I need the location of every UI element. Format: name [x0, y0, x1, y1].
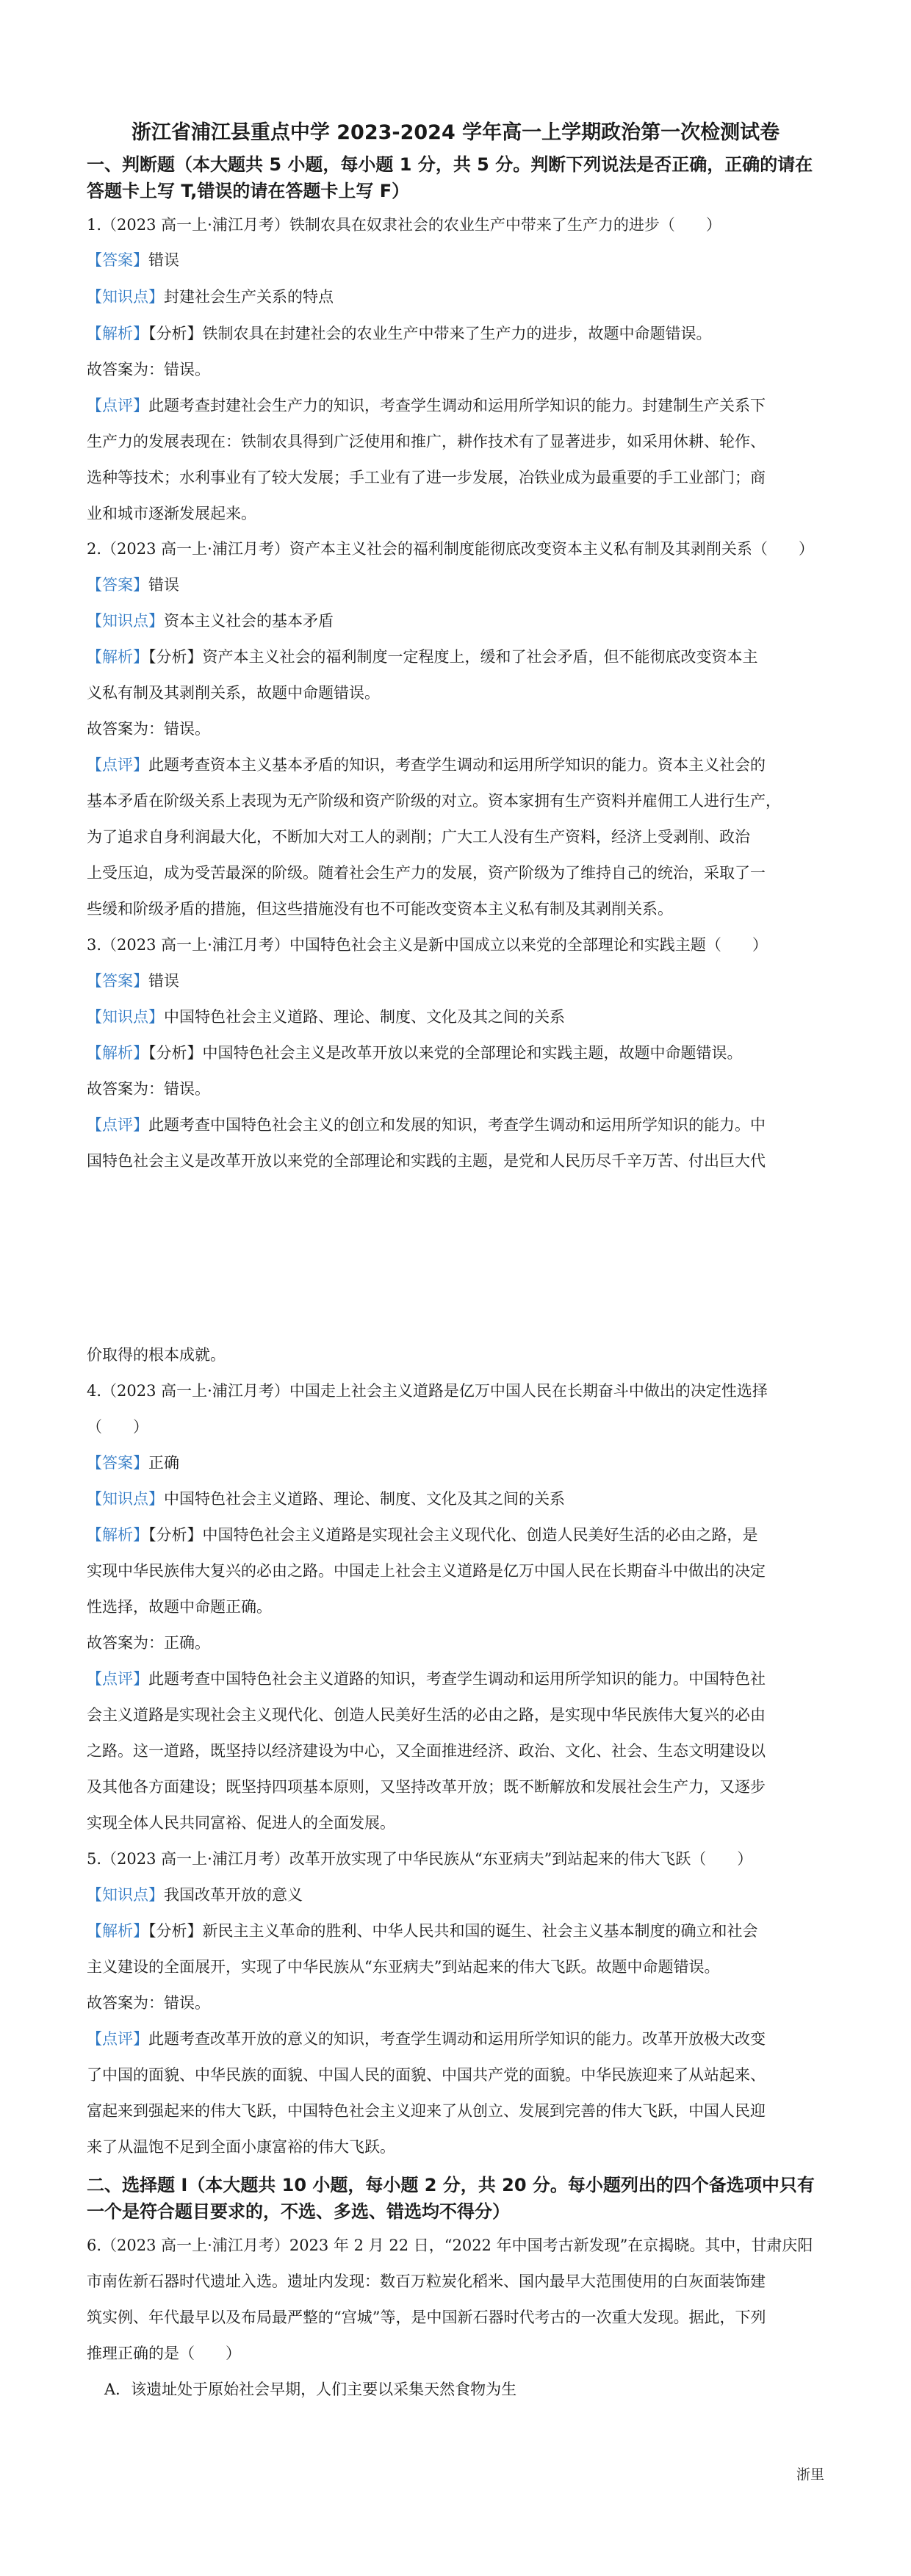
- line-text: A．该遗址处于原始社会早期，人们主要以采集天然食物为生: [104, 2381, 517, 2398]
- text-line: [87, 1381, 768, 1401]
- section-tag: 【知识点】: [87, 288, 164, 306]
- section-tag: 【点评】: [87, 1670, 148, 1688]
- section-tag: 【点评】: [87, 2030, 148, 2048]
- line-text: 价取得的根本成就。: [87, 1346, 226, 1364]
- line-text: 筑实例、年代最早以及布局最严整的“宫城”等，是中国新石器时代考古的一次重大发现。据此，下列: [87, 2309, 766, 2326]
- line-text: 国特色社会主义是改革开放以来党的全部理论和实践的主题，是党和人民历尽千辛万苦、付出巨大代: [87, 1152, 766, 1170]
- line-text: 富起来到强起来的伟大飞跃，中国特色社会主义迎来了从创立、发展到完善的伟大飞跃，中国人民迎: [87, 2102, 766, 2120]
- section-tag: 【解析】: [87, 1044, 148, 1062]
- text-line: [87, 287, 334, 307]
- line-text: 实现中华民族伟大复兴的必由之路。中国走上社会主义道路是亿万中国人民在长期奋斗中做出的决定: [87, 1562, 766, 1580]
- text-line: [104, 2379, 516, 2400]
- line-text: 故答案为：错误。: [87, 720, 210, 738]
- line-text: 市南佐新石器时代遗址入选。遗址内发现：数百万粒炭化稻米、国内最早大范围使用的白灰面装饰建: [87, 2273, 766, 2290]
- line-text: 业和城市逐渐发展起来。: [87, 505, 256, 522]
- text-line: [87, 1115, 766, 1135]
- line-text: 些缓和阶级矛盾的措施，但这些措施没有也不可能改变资本主义私有制及其剥削关系。: [87, 900, 673, 918]
- line-text: 生产力的发展表现在：铁制农具得到广泛使用和推广，耕作技术有了显著进步，如采用休耕、轮作、: [87, 433, 766, 450]
- text-line: [87, 1597, 272, 1617]
- section-tag: 【知识点】: [87, 1490, 164, 1508]
- line-text: 故答案为：错误。: [87, 361, 210, 378]
- text-line: [87, 467, 766, 488]
- line-text: 一、判断题（本大题共 5 小题，每小题 1 分，共 5 分。判断下列说法是否正确，正确的请在: [87, 154, 813, 175]
- section-tag: 【解析】: [87, 1526, 148, 1544]
- line-text: 【分析】中国特色社会主义道路是实现社会主义现代化、创造人民美好生活的必由之路，是: [148, 1526, 758, 1544]
- line-text: 我国改革开放的意义: [164, 1886, 303, 1904]
- line-text: 2.（2023 高一上·浦江月考）资产本主义社会的福利制度能彻底改变资本主义私有制及其剥削关系（ ）: [87, 540, 814, 558]
- line-text: （ ）: [87, 1418, 148, 1436]
- text-line: [87, 1705, 766, 1725]
- section-tag: 【答案】: [87, 972, 148, 990]
- text-line: [87, 683, 380, 703]
- text-line: [87, 1741, 766, 1761]
- line-text: 故答案为：错误。: [87, 1994, 210, 2012]
- line-text: 性选择，故题中命题正确。: [87, 1598, 272, 1616]
- text-line: [87, 1849, 752, 1869]
- text-line: [87, 323, 712, 344]
- section-tag: 【知识点】: [87, 1008, 164, 1026]
- line-text: 此题考查改革开放的意义的知识，考查学生调动和运用所学知识的能力。改革开放极大改变: [148, 2030, 766, 2048]
- text-line: [87, 250, 179, 270]
- line-text: 二、选择题 Ⅰ（本大题共 10 小题，每小题 2 分，共 20 分。每小题列出的四个备选项中只有: [87, 2175, 815, 2195]
- text-line: [87, 1921, 758, 1941]
- text-line: [87, 1453, 179, 1473]
- text-line: [87, 971, 179, 991]
- line-text: 来了从温饱不足到全面小康富裕的伟大飞跃。: [87, 2138, 395, 2156]
- line-text: 为了追求自身利润最大化，不断加大对工人的剥削；广大工人没有生产资料，经济上受剥削、政治: [87, 828, 750, 846]
- section-tag: 【点评】: [87, 1116, 148, 1134]
- text-line: [87, 1669, 766, 1689]
- line-text: 【分析】新民主主义革命的胜利、中华人民共和国的诞生、社会主义基本制度的确立和社会: [148, 1922, 758, 1940]
- section-tag: 【解析】: [87, 648, 148, 666]
- line-text: 此题考查中国特色社会主义的创立和发展的知识，考查学生调动和运用所学知识的能力。中: [148, 1116, 766, 1134]
- line-text: 实现全体人民共同富裕、促进人的全面发展。: [87, 1814, 395, 1832]
- section-heading: [87, 181, 409, 201]
- text-line: [87, 1885, 303, 1905]
- text-line: [87, 1957, 719, 1977]
- text-line: [87, 1345, 226, 1365]
- line-text: 会主义道路是实现社会主义现代化、创造人民美好生活的必由之路，是实现中华民族伟大复兴的必由: [87, 1706, 766, 1724]
- line-text: 错误: [148, 576, 179, 594]
- line-text: 此题考查中国特色社会主义道路的知识，考查学生调动和运用所学知识的能力。中国特色社: [148, 1670, 766, 1688]
- line-text: 资本主义社会的基本矛盾: [164, 612, 334, 630]
- section-tag: 【知识点】: [87, 1886, 164, 1904]
- text-line: [87, 2271, 766, 2292]
- document-title: 浙江省浦江县重点中学 2023-2024 学年高一上学期政治第一次检测试卷: [131, 121, 780, 144]
- line-text: 【分析】中国特色社会主义是改革开放以来党的全部理论和实践主题，故题中命题错误。: [148, 1044, 743, 1062]
- line-text: 中国特色社会主义道路、理论、制度、文化及其之间的关系: [164, 1490, 565, 1508]
- line-text: 义私有制及其剥削关系，故题中命题错误。: [87, 684, 380, 702]
- section-tag: 【解析】: [87, 1922, 148, 1940]
- page-footer: 浙里: [796, 2467, 824, 2483]
- text-line: [87, 2101, 766, 2121]
- line-text: 4.（2023 高一上·浦江月考）中国走上社会主义道路是亿万中国人民在长期奋斗中做出的决定性选择: [87, 1382, 768, 1400]
- text-line: [87, 431, 766, 452]
- text-line: [87, 1043, 743, 1063]
- section-tag: 【解析】: [87, 325, 148, 342]
- text-line: [87, 2029, 766, 2049]
- line-text: 封建社会生产关系的特点: [164, 288, 334, 306]
- line-text: 此题考查资本主义基本矛盾的知识，考查学生调动和运用所学知识的能力。资本主义社会的: [148, 756, 766, 774]
- line-text: 故答案为：错误。: [87, 1080, 210, 1098]
- line-text: 6.（2023 高一上·浦江月考）2023 年 2 月 22 日，“2022 年中国考古新发现”在京揭晓。其中，甘肃庆阳: [87, 2237, 813, 2254]
- text-line: [87, 1417, 148, 1437]
- line-text: 此题考查封建社会生产力的知识，考查学生调动和运用所学知识的能力。封建制生产关系下: [148, 397, 766, 414]
- section-tag: 【答案】: [87, 1454, 148, 1472]
- line-text: 正确: [148, 1454, 179, 1472]
- text-line: [87, 719, 210, 739]
- section-tag: 【知识点】: [87, 612, 164, 630]
- text-line: [87, 1151, 766, 1171]
- text-line: [87, 791, 781, 811]
- text-line: [87, 755, 766, 775]
- section-tag: 【答案】: [87, 251, 148, 269]
- text-line: [87, 899, 673, 919]
- text-line: [87, 935, 768, 955]
- line-text: 选种等技术；水利事业有了较大发展；手工业有了进一步发展，冶铁业成为最重要的手工业部门；商: [87, 469, 766, 486]
- line-text: 【分析】资产本主义社会的福利制度一定程度上，缓和了社会矛盾，但不能彻底改变资本主: [148, 648, 758, 666]
- text-line: [87, 1993, 210, 2013]
- text-line: [87, 575, 179, 595]
- section-heading: [87, 2175, 815, 2195]
- text-line: [87, 647, 758, 667]
- text-line: [87, 539, 814, 559]
- text-line: [87, 1633, 210, 1653]
- line-text: 基本矛盾在阶级关系上表现为无产阶级和资产阶级的对立。资本家拥有生产资料并雇佣工人进行生产，: [87, 792, 781, 810]
- section-tag: 【答案】: [87, 576, 148, 594]
- text-line: [87, 827, 750, 847]
- text-line: [87, 1561, 766, 1581]
- text-line: [87, 2307, 766, 2328]
- line-text: 【分析】铁制农具在封建社会的农业生产中带来了生产力的进步，故题中命题错误。: [148, 325, 712, 342]
- text-line: [87, 2235, 813, 2256]
- line-text: 主义建设的全面展开，实现了中华民族从“东亚病夫”到站起来的伟大飞跃。故题中命题错误。: [87, 1958, 720, 1976]
- line-text: 上受压迫，成为受苦最深的阶级。随着社会生产力的发展，资产阶级为了维持自己的统治，采取了一: [87, 864, 766, 882]
- line-text: 1.（2023 高一上·浦江月考）铁制农具在奴隶社会的农业生产中带来了生产力的进步（ ）: [87, 216, 721, 234]
- text-line: [87, 2343, 241, 2364]
- text-line: [87, 1777, 766, 1797]
- text-line: [87, 503, 256, 524]
- text-line: [87, 611, 334, 631]
- text-line: [87, 1489, 565, 1509]
- line-text: 了中国的面貌、中华民族的面貌、中国人民的面貌、中国共产党的面貌。中华民族迎来了从站起来、: [87, 2066, 766, 2084]
- section-heading: [87, 2201, 510, 2222]
- text-line: [87, 2065, 766, 2085]
- section-heading: [87, 154, 813, 175]
- line-text: 5.（2023 高一上·浦江月考）改革开放实现了中华民族从“东亚病夫”到站起来的伟大飞跃（ ）: [87, 1850, 753, 1868]
- line-text: 之路。这一道路，既坚持以经济建设为中心，又全面推进经济、政治、文化、社会、生态文明建设以: [87, 1742, 766, 1760]
- line-text: 答题卡上写 T,错误的请在答题卡上写 F）: [87, 181, 410, 201]
- text-line: [87, 2137, 395, 2157]
- text-line: [87, 1813, 395, 1833]
- line-text: 故答案为：正确。: [87, 1634, 210, 1652]
- text-line: [87, 863, 766, 883]
- text-line: [87, 1525, 758, 1545]
- line-text: 一个是符合题目要求的，不选、多选、错选均不得分）: [87, 2201, 510, 2222]
- text-line: [87, 215, 721, 235]
- line-text: 中国特色社会主义道路、理论、制度、文化及其之间的关系: [164, 1008, 565, 1026]
- line-text: 错误: [148, 972, 179, 990]
- section-tag: 【点评】: [87, 397, 148, 414]
- text-line: [87, 359, 210, 380]
- text-line: [87, 1079, 210, 1099]
- text-line: [87, 395, 766, 416]
- line-text: 3.（2023 高一上·浦江月考）中国特色社会主义是新中国成立以来党的全部理论和实践主题（ ）: [87, 936, 768, 954]
- line-text: 推理正确的是（ ）: [87, 2345, 241, 2362]
- text-line: [87, 1007, 565, 1027]
- line-text: 错误: [148, 251, 179, 269]
- section-tag: 【点评】: [87, 756, 148, 774]
- line-text: 及其他各方面建设；既坚持四项基本原则，又坚持改革开放；既不断解放和发展社会生产力，又逐步: [87, 1778, 766, 1796]
